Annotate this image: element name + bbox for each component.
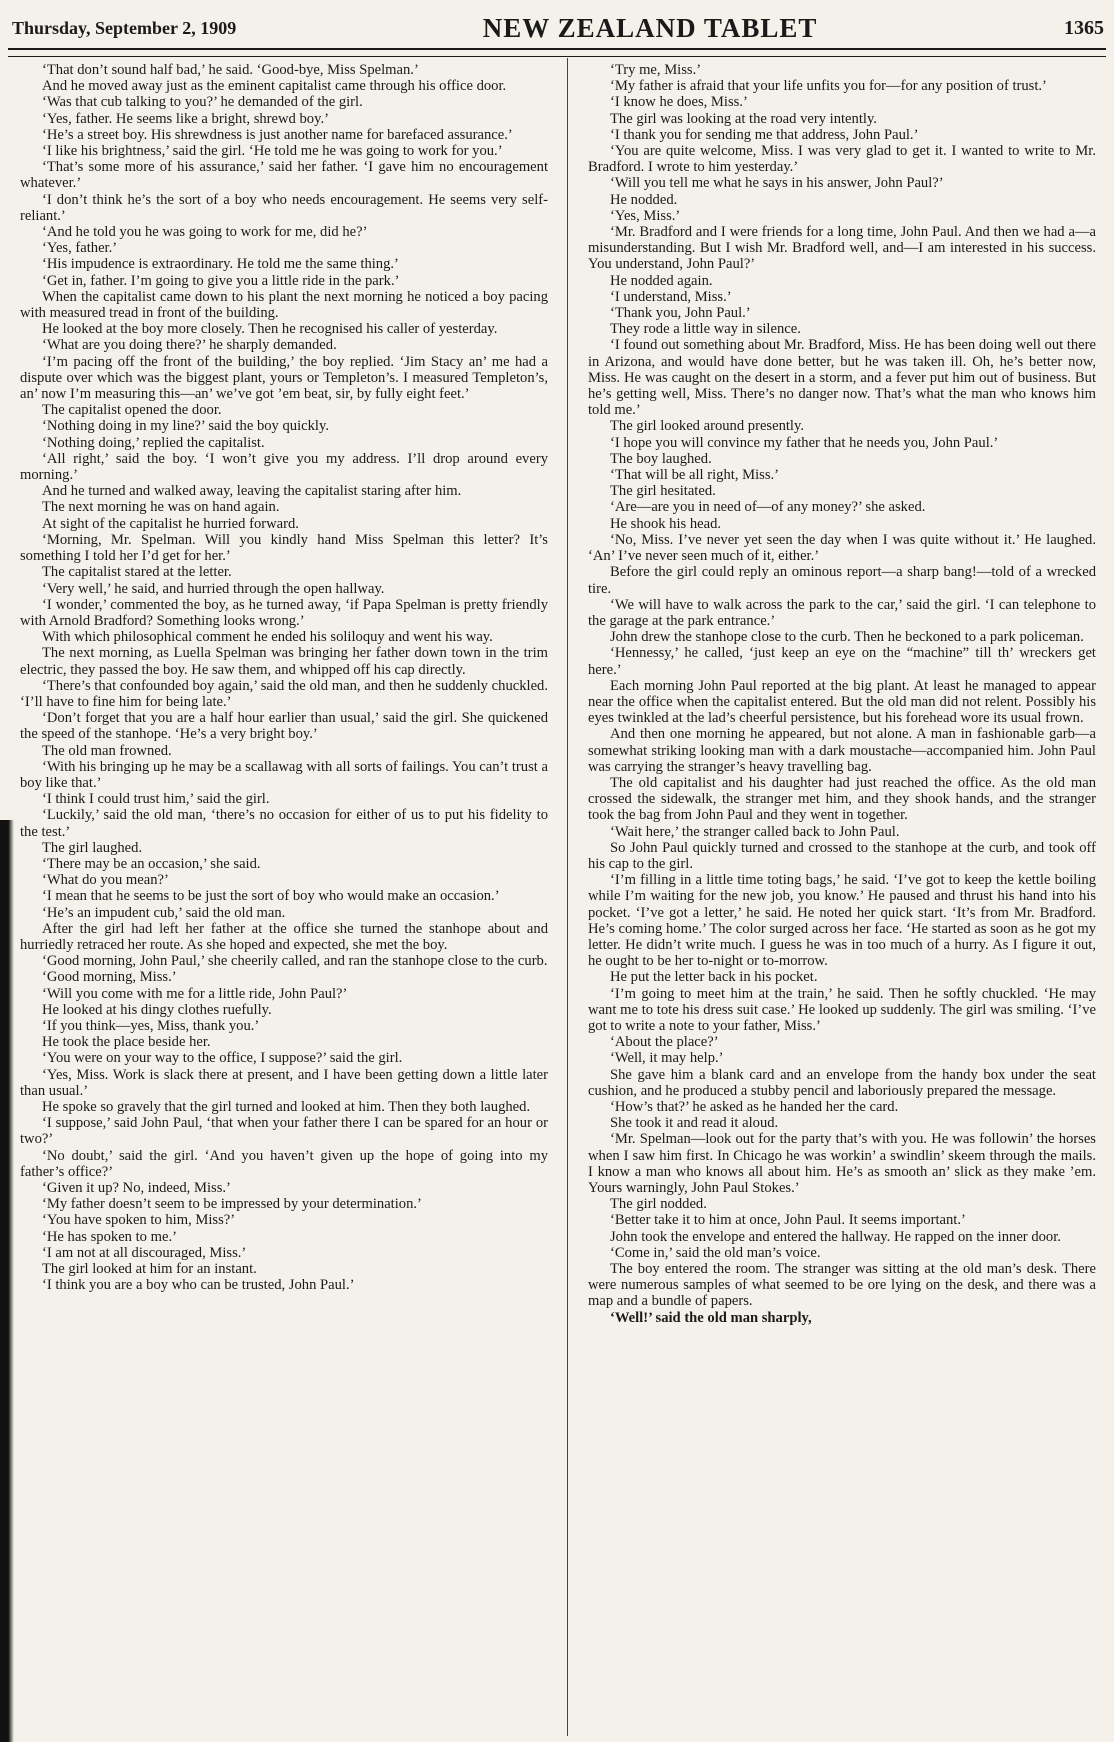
paragraph: ‘I suppose,’ said John Paul, ‘that when your father there I can be spared for an hour or two?’	[20, 1115, 548, 1148]
paragraph: ‘I like his brightness,’ said the girl. ‘He told me he was going to work for you.’	[42, 143, 503, 160]
paragraph: ‘I don’t think he’s the sort of a boy who needs encouragement. He seems very self-reliant.’	[20, 191, 548, 224]
paragraph: ‘Thank you, John Paul.’	[610, 305, 751, 322]
paragraph: They rode a little way in silence.	[610, 321, 801, 338]
paragraph: ‘My father doesn’t seem to be impressed by your determination.’	[42, 1196, 422, 1213]
paragraph: ‘Try me, Miss.’	[610, 62, 702, 78]
paragraph: ‘He’s an impudent cub,’ said the old man.	[42, 904, 286, 921]
paragraph: ‘All right,’ said the boy. ‘I won’t give you my address. I’ll drop around every morning.’	[20, 450, 548, 484]
paragraph: ‘I think I could trust him,’ said the girl.	[42, 791, 270, 808]
paragraph: ‘Get in, father. I’m going to give you a little ride in the park.’	[42, 272, 400, 289]
paragraph: ‘Yes, father.’	[42, 240, 118, 257]
paragraph: He put the letter back in his pocket.	[610, 969, 818, 986]
page-number: 1365	[1063, 16, 1104, 39]
paragraph: And he moved away just as the eminent capitalist came through his office door.	[42, 78, 507, 95]
header-rule	[8, 48, 1106, 57]
paragraph: ‘Come in,’ said the old man’s voice.	[610, 1244, 821, 1261]
paragraph: ‘Mr. Bradford and I were friends for a long time, John Paul. And then we had a—a misunderstanding. But I wish Mr. Bradford well, and—I am interested in his success. You understand, John Paul?’	[588, 224, 1096, 273]
paragraph: The next morning, as Luella Spelman was bringing her father down town in the trim electric, they passed the boy. He saw them, and whipped off his cap directly.	[20, 645, 548, 678]
paragraph: The girl was looking at the road very intently.	[610, 110, 877, 127]
paragraph: ‘How’s that?’ he asked as he handed her the card.	[610, 1099, 899, 1115]
paragraph: ‘I mean that he seems to be just the sort of boy who would make an occasion.’	[42, 888, 500, 905]
paragraph: The girl looked around presently.	[610, 418, 804, 435]
paragraph: ‘I’m going to meet him at the train,’ he said. Then he softly chuckled. ‘He may want me to tote his dress suit case.’ He looked up suddenly. The girl was smiling. ‘I’ve got to write a note to your father, Miss.’	[588, 985, 1096, 1034]
left-column	[20, 62, 548, 1734]
paragraph: ‘Well!’ said the old man sharply,	[610, 1309, 812, 1326]
paragraph: ‘You are quite welcome, Miss. I was very glad to get it. I wanted to write to Mr. Bradford. I wrote to him yesterday.’	[588, 143, 1096, 176]
paragraph: ‘Don’t forget that you are a half hour earlier than usual,’ said the girl. She quickened the speed of the stanhope. ‘He’s a very bright boy.’	[20, 710, 548, 743]
paragraph: ‘He’s a street boy. His shrewdness is just another name for barefaced assurance.’	[42, 126, 513, 143]
paragraph: And he turned and walked away, leaving the capitalist staring after him.	[42, 483, 462, 500]
paragraph: With which philosophical comment he ended his soliloquy and went his way.	[42, 629, 493, 646]
paragraph: ‘I understand, Miss.’	[610, 288, 732, 305]
right-column	[588, 62, 1096, 1734]
paragraph: John drew the stanhope close to the curb. Then he beckoned to a park policeman.	[610, 629, 1084, 646]
paragraph: He looked at the boy more closely. Then he recognised his caller of yesterday.	[42, 321, 498, 338]
paragraph: ‘I wonder,’ commented the boy, as he turned away, ‘if Papa Spelman is pretty friendly with Arnold Bradford? Something looks wrong.’	[20, 596, 548, 629]
paragraph: ‘Well, it may help.’	[610, 1050, 724, 1067]
binding-shadow	[0, 820, 14, 1742]
paragraph: ‘No, Miss. I’ve never yet seen the day when I was quite without it.’ He laughed. ‘An’ I’ve never seen much of it, either.’	[588, 531, 1096, 565]
paragraph: ‘Luckily,’ said the old man, ‘there’s no occasion for either of us to put his fidelity to the test.’	[20, 807, 548, 840]
paragraph: ‘And he told you he was going to work for me, did he?’	[42, 224, 368, 241]
paragraph: ‘Was that cub talking to you?’ he demanded of the girl.	[42, 94, 363, 111]
paragraph: John took the envelope and entered the hallway. He rapped on the inner door.	[610, 1228, 1061, 1245]
paragraph: ‘I hope you will convince my father that he needs you, John Paul.’	[610, 434, 999, 451]
paragraph: She took it and read it aloud.	[610, 1115, 779, 1132]
paragraph: ‘What do you mean?’	[42, 872, 169, 889]
paragraph: ‘Mr. Spelman—look out for the party that’s with you. He was followin’ the horses when I saw him first. In Chicago he was workin’ a swindlin’ skeem through the mails. I know a man who knows all about him. He’s as smooth an’ slick as they make ’em. Yours warningly, John Paul Stokes.’	[588, 1131, 1096, 1197]
paragraph: ‘Good morning, Miss.’	[42, 969, 177, 986]
paragraph: The capitalist stared at the letter.	[42, 564, 232, 581]
paragraph: ‘We will have to walk across the park to the car,’ said the girl. ‘I can telephone to the garage at the park entrance.’	[588, 596, 1096, 629]
paragraph: She gave him a blank card and an envelope from the handy box under the seat cushion, and he produced a stubby pencil and laboriously prepared the message.	[588, 1066, 1096, 1099]
paragraph: When the capitalist came down to his plant the next morning he noticed a boy pacing with measured tread in front of the building.	[20, 288, 548, 322]
paragraph: ‘Nothing doing in my line?’ said the boy quickly.	[42, 418, 329, 435]
paragraph: ‘There’s that confounded boy again,’ said the old man, and then he suddenly chuckled. ‘I’ll have to fine him for being late.’	[20, 677, 548, 710]
paragraph: He nodded.	[610, 191, 678, 208]
paragraph: The boy laughed.	[610, 450, 712, 467]
paragraph: ‘You were on your way to the office, I suppose?’ said the girl.	[42, 1050, 403, 1067]
paragraph: ‘My father is afraid that your life unfits you for—for any position of trust.’	[610, 78, 1047, 95]
paragraph: The girl looked at him for an instant.	[42, 1261, 257, 1278]
paragraph: ‘Will you tell me what he says in his answer, John Paul?’	[610, 175, 944, 192]
paragraph: ‘I’m filling in a little time toting bags,’ he said. ‘I’ve got to keep the kettle boiling while I’m waiting for the new job, you know.’ He paused and thrust his hand into his pocket. ‘I’ve got a letter,’ he said. He noted her quick start. ‘It’s from Mr. Bradford. He’s coming home.’ The color surged across her face. ‘He started as soon as he got my letter. He didn’t write much. I guess he was in too much of a hurry. As I figure it out, he ought to be her to-night or to-morrow.	[588, 872, 1096, 970]
paragraph: The capitalist opened the door.	[42, 402, 222, 419]
paragraph: ‘Nothing doing,’ replied the capitalist.	[42, 434, 265, 451]
paragraph: He took the place beside her.	[42, 1034, 211, 1051]
paragraph: He spoke so gravely that the girl turned and looked at him. Then they both laughed.	[42, 1099, 531, 1115]
paragraph: ‘Are—are you in need of—of any money?’ she asked.	[610, 499, 926, 516]
paragraph: ‘I thank you for sending me that address, John Paul.’	[610, 126, 919, 143]
paragraph: ‘There may be an occasion,’ she said.	[42, 855, 261, 872]
paragraph: ‘That don’t sound half bad,’ he said. ‘Good-bye, Miss Spelman.’	[42, 62, 419, 78]
paragraph: ‘Hennessy,’ he called, ‘just keep an eye on the “machine” till th’ wreckers get here.’	[588, 645, 1096, 678]
paragraph: ‘His impudence is extraordinary. He told me the same thing.’	[42, 256, 399, 273]
paragraph: ‘I found out something about Mr. Bradford, Miss. He has been doing well out there in Arizona, and would have done better, but he was taken ill. Oh, he’s better now, Miss. He was caught on the desert in a storm, and a fever put him out of business. But he’s getting well, Miss. There’s no danger now. That’s what the man who knows him told me.’	[588, 337, 1096, 419]
paragraph: The girl laughed.	[42, 839, 143, 856]
paragraph: ‘About the place?’	[610, 1034, 719, 1051]
paragraph: The next morning he was on hand again.	[42, 499, 280, 516]
paragraph: ‘Yes, Miss.’	[610, 207, 681, 224]
paragraph: ‘With his bringing up he may be a scallawag with all sorts of failings. You can’t trust a boy like that.’	[20, 758, 548, 791]
paragraph: He nodded again.	[610, 272, 713, 289]
paragraph: After the girl had left her father at the office she turned the stanhope about and hurriedly retraced her route. As she hoped and expected, she met the boy.	[20, 920, 548, 953]
issue-date: Thursday, September 2, 1909	[12, 17, 237, 38]
paragraph: Before the girl could reply an ominous report—a sharp bang!—told of a wrecked tire.	[588, 564, 1096, 597]
paragraph: ‘Given it up? No, indeed, Miss.’	[42, 1180, 231, 1197]
paragraph: ‘You have spoken to him, Miss?’	[42, 1212, 236, 1229]
paragraph: The old man frowned.	[42, 742, 172, 759]
newspaper-title: NEW ZEALAND TABLET	[482, 12, 818, 43]
paragraph: He looked at his dingy clothes ruefully.	[42, 1001, 272, 1018]
paragraph: ‘I know he does, Miss.’	[610, 94, 748, 111]
paragraph: The girl hesitated.	[610, 483, 716, 500]
paragraph: So John Paul quickly turned and crossed to the stanhope at the curb, and took off his cap to the girl.	[588, 839, 1096, 872]
paragraph: ‘If you think—yes, Miss, thank you.’	[42, 1017, 260, 1034]
paragraph: ‘That will be all right, Miss.’	[610, 467, 780, 484]
paragraph: And then one morning he appeared, but not alone. A man in fashionable garb—a somewhat striking looking man with a dark moustache—accompanied him. John Paul was carrying the stranger’s heavy travelling bag.	[588, 726, 1096, 775]
paragraph: The girl nodded.	[610, 1196, 707, 1213]
paragraph: Each morning John Paul reported at the big plant. At least he managed to appear near the office when the capitalist entered. But the old man did not relent. Possibly his eyes twinkled at the lad’s cheerful persistence, but his forehead wore its usual frown.	[588, 677, 1096, 727]
paragraph: ‘No doubt,’ said the girl. ‘And you haven’t given up the hope of going into my father’s office?’	[20, 1147, 548, 1180]
paragraph: ‘He has spoken to me.’	[42, 1228, 177, 1245]
paragraph: He shook his head.	[610, 515, 722, 532]
paragraph: ‘That’s some more of his assurance,’ said her father. ‘I gave him no encouragement whatever.’	[20, 159, 548, 192]
paragraph: The boy entered the room. The stranger was sitting at the old man’s desk. There were numerous samples of what seemed to be ore lying on the desk, and there was a map and a bundle of papers.	[588, 1261, 1096, 1310]
paragraph: ‘I’m pacing off the front of the building,’ the boy replied. ‘Jim Stacy an’ me had a dispute over which was the biggest plant, yours or Templeton’s. I measured Templeton’s, an’ now I’m measuring this—an’ we’ve got ’em beat, sir, by fully eight feet.’	[20, 353, 548, 403]
paragraph: ‘Better take it to him at once, John Paul. It seems important.’	[610, 1212, 966, 1229]
paragraph: ‘Yes, Miss. Work is slack there at present, and I have been getting down a little later than usual.’	[20, 1066, 548, 1099]
paragraph: At sight of the capitalist he hurried forward.	[42, 515, 299, 532]
paragraph: ‘Very well,’ he said, and hurried through the open hallway.	[42, 580, 385, 597]
paragraph: ‘I think you are a boy who can be trusted, John Paul.’	[42, 1277, 355, 1294]
paragraph: The old capitalist and his daughter had just reached the office. As the old man crossed the sidewalk, the stranger met him, and they shook hands, and the stranger took the bag from John Paul and they went in together.	[588, 774, 1096, 824]
paragraph: ‘Morning, Mr. Spelman. Will you kindly hand Miss Spelman this letter? It’s something I told her I’d get for her.’	[20, 531, 548, 565]
column-divider	[567, 58, 568, 1736]
paragraph: ‘Wait here,’ the stranger called back to John Paul.	[610, 823, 900, 840]
paragraph: ‘Yes, father. He seems like a bright, shrewd boy.’	[42, 110, 329, 127]
paragraph: ‘What are you doing there?’ he sharply demanded.	[42, 337, 337, 354]
masthead	[12, 8, 1104, 48]
paragraph: ‘I am not at all discouraged, Miss.’	[42, 1244, 247, 1261]
paragraph: ‘Good morning, John Paul,’ she cheerily called, and ran the stanhope close to the curb.	[42, 953, 548, 970]
paragraph: ‘Will you come with me for a little ride, John Paul?’	[42, 985, 348, 1002]
